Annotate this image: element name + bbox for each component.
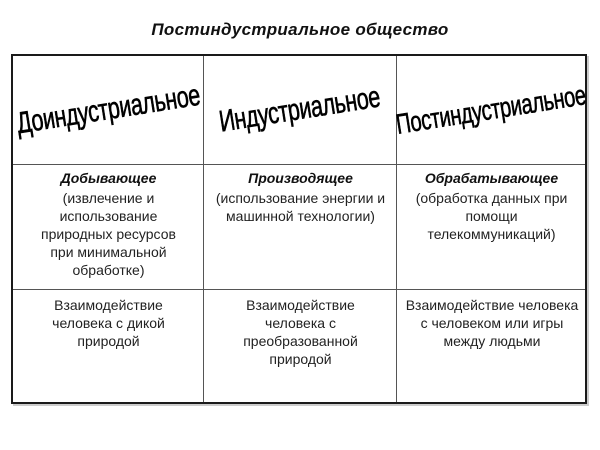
type-label: Производящее (248, 170, 353, 186)
type-label: Добывающее (60, 170, 157, 186)
header-cell-industrial (204, 56, 396, 164)
type-label: Обрабатывающее (424, 170, 559, 186)
interaction-cell-postindustrial: Взаимодействие человека с человеком или игры между людьми (405, 297, 579, 349)
header-cell-postindustrial (393, 56, 588, 164)
header-cell-preindustrial (13, 56, 203, 164)
header-postindustrial: Постиндустриальное (393, 79, 588, 140)
type-description: (извлечение и использование природных ресурсов при минимальной обработке) (41, 190, 176, 278)
interaction-cell-industrial: Взаимодействие человека с преобразованной природой (243, 297, 358, 367)
type-cell-postindustrial (409, 169, 574, 243)
page-title: Постиндустриальное общество (151, 20, 449, 39)
type-description: (использование энергии и машинной технологии) (215, 190, 386, 224)
type-description: (обработка данных при помощи телекоммуникаций) (415, 190, 568, 242)
interaction-cell-preindustrial: Взаимодействие человека с дикой природой (52, 297, 165, 349)
row-divider (13, 289, 585, 290)
type-cell-industrial (213, 169, 388, 225)
header-preindustrial: Доиндустриальное (14, 78, 202, 141)
row-divider (13, 164, 585, 165)
type-cell-preindustrial (31, 169, 186, 279)
header-industrial: Индустриальное (217, 80, 383, 139)
society-table (11, 54, 587, 404)
